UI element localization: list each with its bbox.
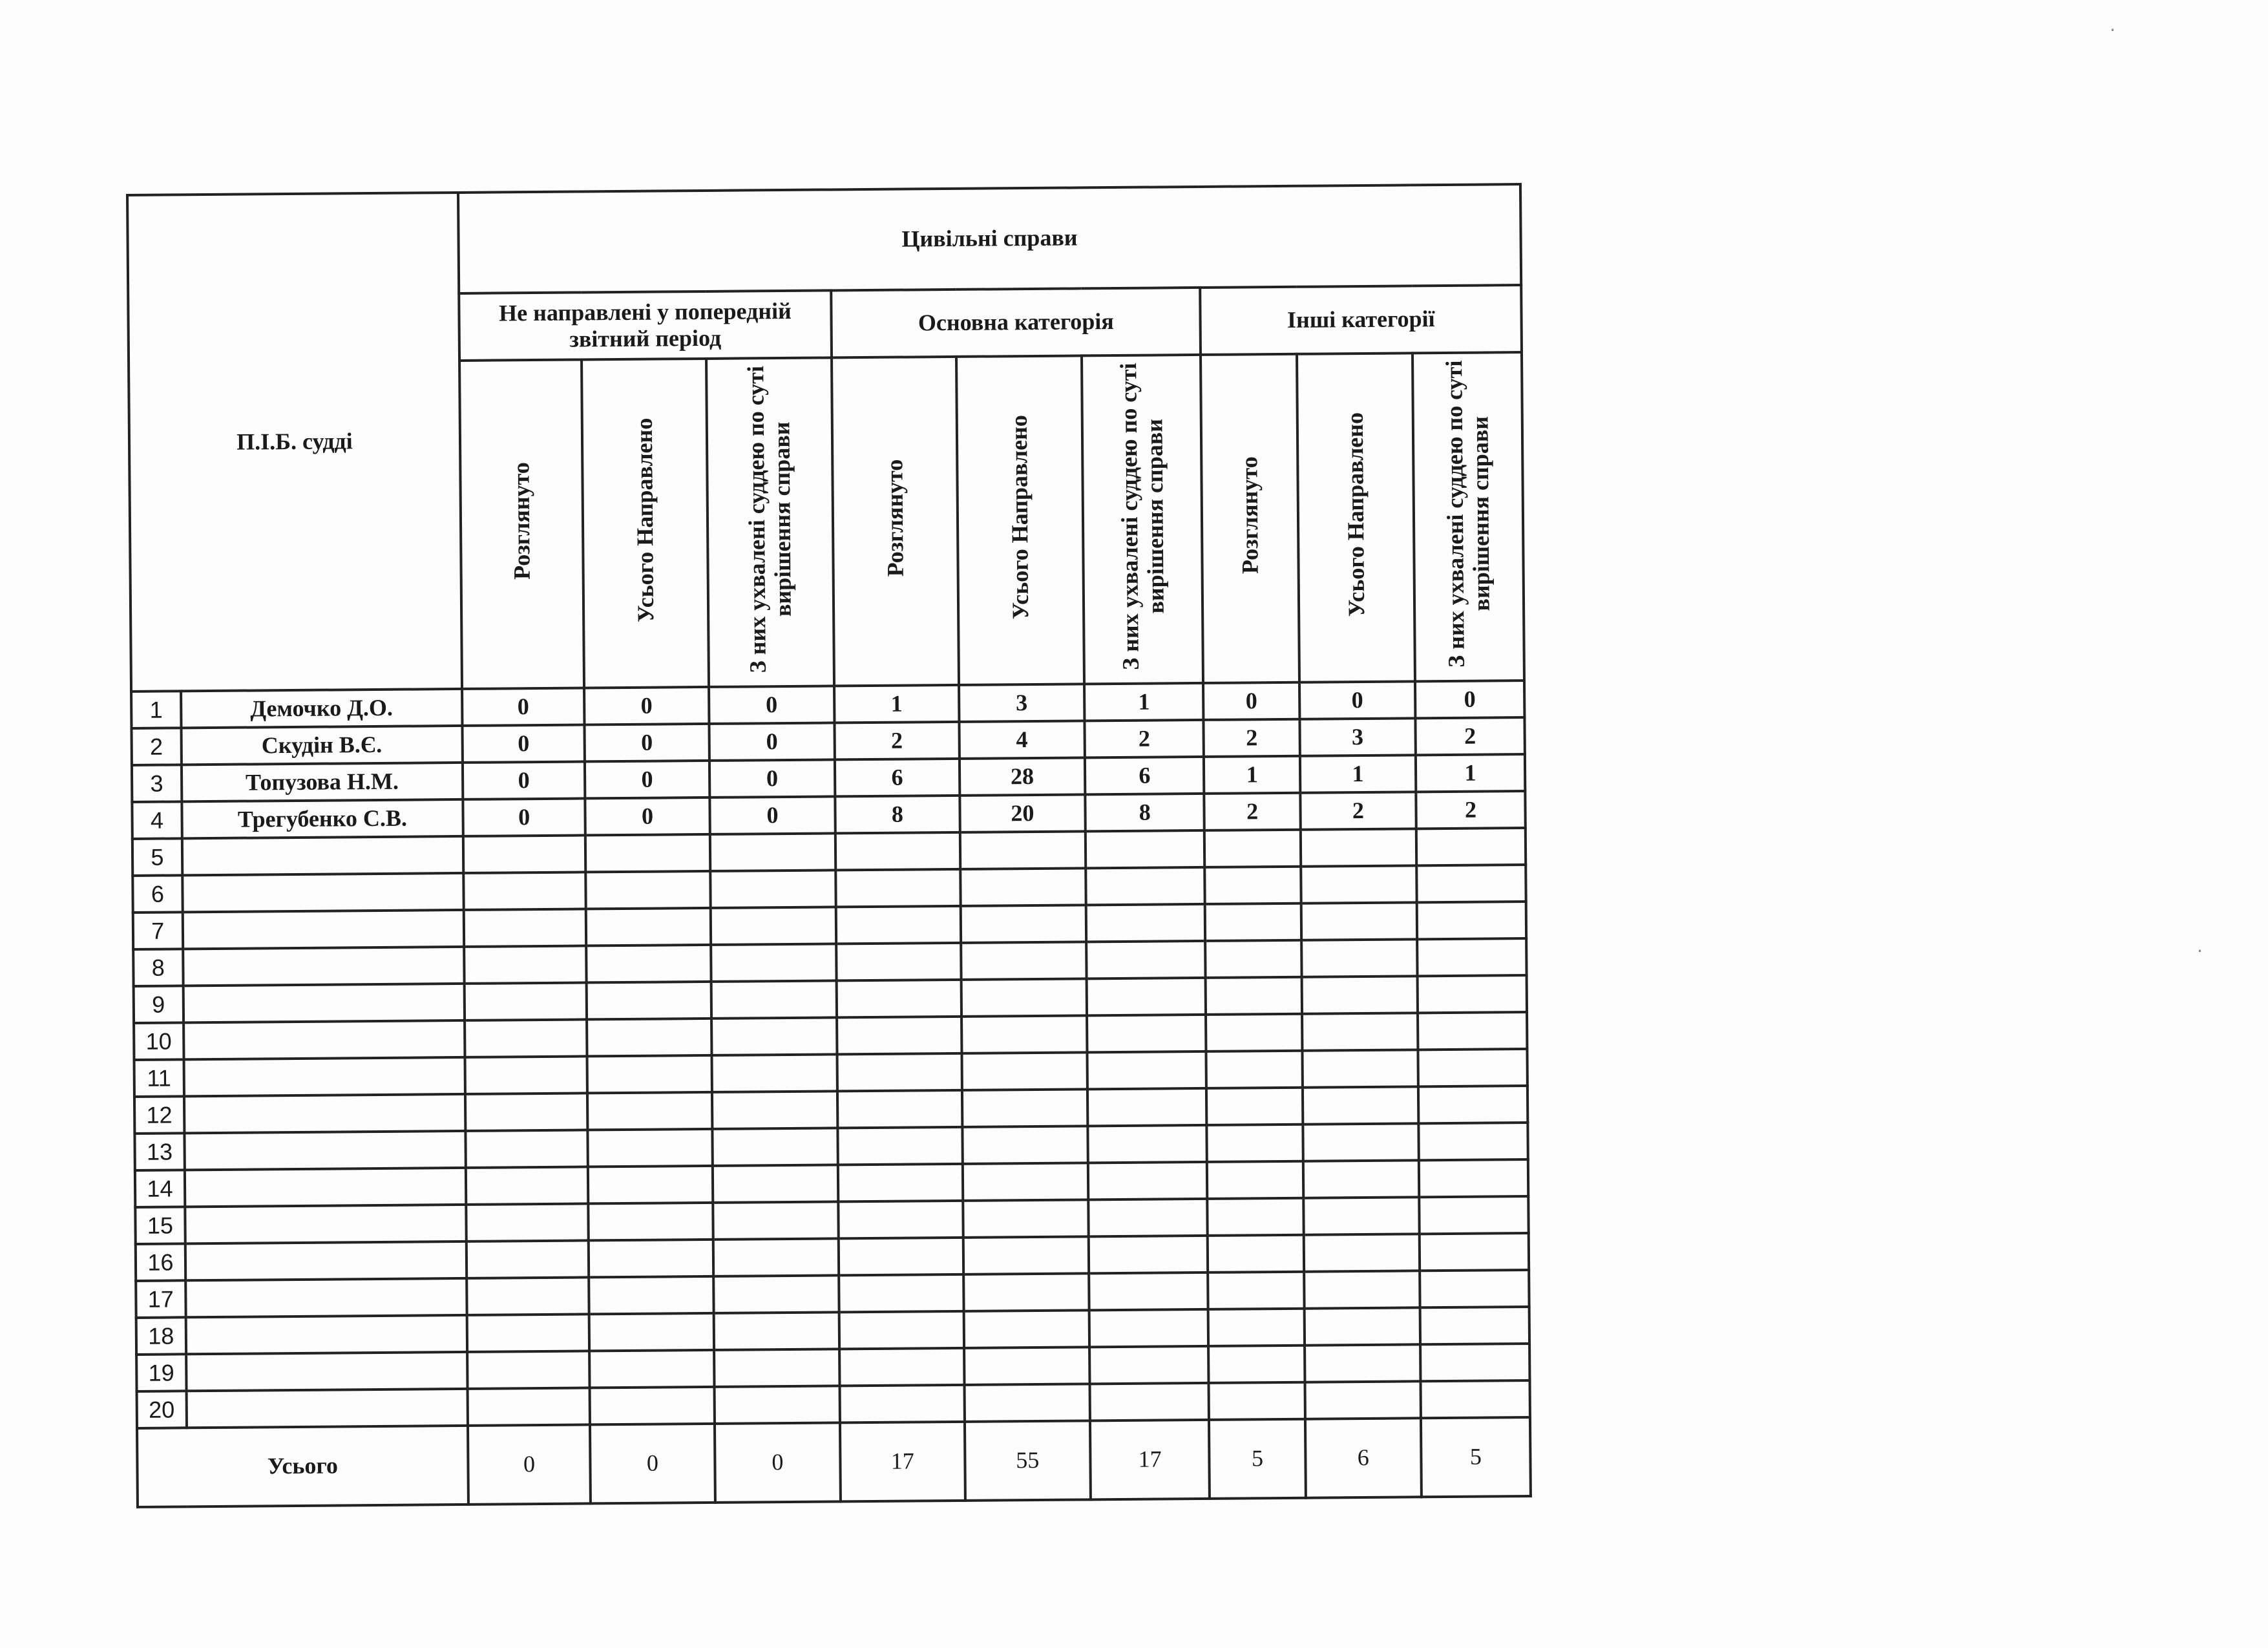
value-cell [586, 908, 711, 946]
value-cell [714, 1386, 840, 1424]
subheader-cell [1412, 352, 1524, 681]
judge-name [183, 984, 465, 1022]
value-cell [467, 1351, 590, 1388]
judge-name [182, 873, 464, 912]
value-cell [709, 833, 835, 871]
value-cell: 8 [835, 796, 960, 834]
row-number: 17 [136, 1280, 185, 1318]
value-cell [1419, 1159, 1528, 1197]
value-cell [711, 980, 837, 1019]
subheader-decided-on-merits: З них ухвалені суддею по суті вирішення справи [1115, 363, 1169, 670]
value-cell [713, 1201, 839, 1240]
value-cell [587, 1055, 712, 1093]
value-cell [1086, 941, 1206, 978]
value-cell [589, 1313, 714, 1351]
value-cell [836, 906, 961, 944]
value-cell [710, 907, 836, 945]
value-cell [463, 872, 586, 909]
row-number: 18 [136, 1317, 186, 1355]
total-value: 0 [468, 1424, 591, 1504]
value-cell: 0 [1299, 681, 1416, 719]
value-cell [961, 1052, 1087, 1090]
total-value: 17 [1090, 1420, 1210, 1499]
value-cell [963, 1199, 1089, 1238]
value-cell [589, 1276, 713, 1315]
scan-speck: · [2197, 940, 2203, 962]
row-number: 9 [134, 986, 184, 1023]
total-value: 55 [965, 1421, 1091, 1501]
value-cell [1303, 1197, 1420, 1234]
row-number: 3 [132, 765, 182, 802]
value-cell [1088, 1199, 1208, 1236]
subheader-cell [1082, 355, 1203, 684]
value-cell [713, 1165, 839, 1203]
judge-name-header: П.І.Б. судді [127, 193, 462, 692]
value-cell [837, 980, 961, 1018]
subheader-considered: Розглянуто [508, 462, 535, 580]
value-cell [1420, 1233, 1529, 1271]
value-cell: 0 [709, 796, 835, 834]
judges-civil-cases-table [126, 183, 1532, 1508]
value-cell [1304, 1271, 1420, 1308]
value-cell [1086, 867, 1205, 905]
subheader-cell [1201, 354, 1299, 683]
value-cell [835, 832, 960, 871]
value-cell [837, 1090, 962, 1128]
subheader-cell [956, 355, 1084, 685]
subheader-decided-on-merits: З них ухвалені суддею по суті вирішення справи [742, 365, 797, 673]
value-cell: 0 [1415, 681, 1524, 718]
value-cell [1087, 978, 1206, 1015]
value-cell [465, 1019, 587, 1057]
value-cell [960, 868, 1086, 906]
value-cell: 0 [1203, 682, 1299, 720]
value-cell [1418, 975, 1527, 1013]
total-value: 0 [590, 1424, 715, 1504]
value-cell [1206, 940, 1302, 978]
subheader-total-directed: Усього Направлено [1005, 415, 1034, 620]
scan-speck: · [2110, 19, 2116, 41]
value-cell [588, 1129, 713, 1167]
judge-name [185, 1168, 467, 1207]
value-cell [1302, 1013, 1418, 1050]
value-cell: 4 [959, 721, 1085, 759]
value-cell [838, 1164, 963, 1202]
value-cell [1301, 829, 1417, 866]
judge-name: Демочко Д.О. [181, 689, 463, 728]
row-number: 13 [134, 1133, 184, 1170]
judge-name [184, 1131, 466, 1170]
value-cell [1420, 1307, 1529, 1344]
judge-name [183, 947, 465, 986]
value-cell: 0 [585, 761, 709, 799]
value-cell [587, 1019, 711, 1057]
value-cell [1087, 1088, 1207, 1126]
value-cell [964, 1347, 1090, 1385]
value-cell [838, 1201, 963, 1239]
value-cell [714, 1349, 840, 1387]
value-cell [1418, 1049, 1527, 1086]
value-cell [1208, 1309, 1305, 1346]
row-number: 1 [131, 691, 181, 728]
value-cell [1209, 1382, 1305, 1420]
row-number: 4 [132, 801, 182, 839]
value-cell [839, 1274, 963, 1313]
value-cell [1420, 1380, 1529, 1418]
value-cell [589, 1240, 713, 1278]
value-cell: 0 [709, 759, 835, 798]
value-cell [1416, 828, 1526, 865]
value-cell [1303, 1123, 1419, 1161]
value-cell [466, 1203, 589, 1241]
group-header-not-directed: Не направлені у попередній звітний період [459, 290, 832, 361]
value-cell [1420, 1344, 1529, 1381]
value-cell [962, 1089, 1088, 1127]
judge-name [184, 1094, 466, 1133]
totals-label: Усього [137, 1426, 468, 1507]
value-cell [713, 1275, 839, 1313]
row-number: 10 [134, 1022, 184, 1060]
row-number: 8 [133, 949, 183, 986]
row-number: 11 [134, 1059, 184, 1097]
subheader-total-directed: Усього Направлено [631, 417, 658, 623]
value-cell [1417, 902, 1526, 939]
value-cell [1206, 1014, 1302, 1051]
value-cell [1089, 1273, 1208, 1310]
value-cell: 0 [463, 761, 585, 799]
value-cell [835, 869, 960, 907]
judge-name [186, 1352, 468, 1391]
value-cell [1208, 1235, 1304, 1273]
value-cell: 1 [834, 685, 959, 723]
row-number: 20 [137, 1391, 187, 1428]
value-cell [836, 943, 961, 981]
subheader-considered: Розглянуто [881, 459, 908, 577]
value-cell [1089, 1346, 1209, 1384]
value-cell [463, 835, 586, 872]
value-cell [1086, 904, 1206, 942]
value-cell [1086, 830, 1205, 868]
value-cell: 2 [1415, 717, 1524, 755]
value-cell [465, 1056, 587, 1093]
value-cell: 20 [960, 794, 1086, 832]
value-cell [1304, 1234, 1420, 1271]
value-cell: 0 [462, 688, 585, 725]
row-number: 2 [131, 728, 181, 765]
judge-name [185, 1205, 467, 1243]
row-number: 6 [132, 875, 182, 913]
judge-name: Топузова Н.М. [182, 763, 463, 801]
value-cell [585, 871, 710, 909]
group-header-main-category: Основна категорія [831, 288, 1201, 357]
group-header-other-categories: Інші категорії [1201, 285, 1522, 355]
subheader-decided-on-merits: З них ухвалені суддею по суті вирішення справи [1440, 360, 1495, 668]
value-cell [589, 1350, 714, 1388]
value-cell: 0 [463, 798, 585, 836]
value-cell [964, 1384, 1090, 1422]
value-cell: 0 [585, 724, 709, 762]
value-cell [837, 1053, 962, 1092]
subheader-cell [706, 357, 834, 687]
value-cell: 0 [462, 724, 585, 762]
row-number: 19 [136, 1354, 186, 1391]
value-cell [713, 1238, 839, 1276]
value-cell [1418, 1086, 1528, 1123]
subheader-cell [1297, 353, 1415, 682]
value-cell [961, 978, 1087, 1017]
subheader-total-directed: Усього Направлено [1341, 412, 1369, 617]
value-cell [963, 1273, 1089, 1311]
value-cell [586, 945, 711, 983]
value-cell [464, 909, 587, 946]
value-cell [712, 1128, 838, 1166]
subheader-considered: Розглянуто [1236, 456, 1263, 575]
judge-name [182, 836, 464, 875]
value-cell [961, 1015, 1087, 1053]
value-cell [963, 1310, 1089, 1348]
value-cell [1089, 1309, 1209, 1347]
value-cell [1417, 938, 1526, 976]
value-cell [588, 1166, 713, 1204]
value-cell [1418, 1012, 1527, 1050]
value-cell [590, 1387, 715, 1425]
value-cell [1303, 1086, 1419, 1124]
value-cell: 2 [835, 722, 960, 760]
total-value: 6 [1305, 1418, 1422, 1497]
value-cell [711, 1054, 837, 1092]
value-cell [963, 1236, 1089, 1274]
table-body [131, 681, 1530, 1428]
value-cell [1205, 903, 1301, 941]
value-cell [464, 945, 587, 983]
value-cell [1206, 1088, 1303, 1125]
value-cell: 2 [1085, 720, 1204, 757]
value-cell [465, 1093, 588, 1130]
value-cell [465, 1130, 588, 1167]
judge-name [182, 910, 464, 949]
value-cell: 1 [1416, 754, 1525, 792]
value-cell: 2 [1204, 793, 1301, 830]
value-cell [1304, 1307, 1420, 1345]
total-value: 5 [1421, 1417, 1531, 1497]
value-cell [1303, 1160, 1420, 1198]
value-cell [1089, 1236, 1208, 1273]
value-cell [1088, 1162, 1208, 1199]
row-number: 16 [136, 1243, 185, 1281]
value-cell [1416, 865, 1526, 902]
value-cell [1305, 1381, 1421, 1419]
value-cell: 3 [1299, 718, 1416, 755]
value-cell [1090, 1383, 1210, 1421]
value-cell: 1 [1300, 755, 1416, 792]
value-cell [1301, 865, 1417, 903]
value-cell: 6 [835, 759, 960, 797]
value-cell [589, 1203, 713, 1241]
value-cell: 1 [1084, 683, 1204, 721]
judge-name [186, 1389, 468, 1428]
value-cell [467, 1277, 589, 1315]
judge-name [185, 1315, 467, 1354]
judge-name: Скудін В.Є. [181, 726, 463, 765]
value-cell [839, 1238, 963, 1276]
value-cell [585, 834, 710, 872]
value-cell [838, 1127, 963, 1165]
value-cell [960, 905, 1086, 943]
value-cell: 0 [709, 686, 835, 724]
judge-name [184, 1057, 465, 1096]
value-cell [464, 982, 587, 1020]
value-cell [466, 1167, 589, 1204]
value-cell [467, 1240, 589, 1278]
value-cell: 6 [1085, 757, 1204, 794]
subheader-cell [582, 359, 708, 688]
value-cell: 0 [585, 798, 710, 836]
civil-cases-header: Цивільні справи [458, 184, 1521, 293]
total-value: 0 [715, 1422, 841, 1503]
report-table-wrapper [126, 183, 1532, 1508]
value-cell [961, 942, 1087, 980]
value-cell [1305, 1344, 1421, 1382]
value-cell [710, 870, 836, 908]
row-number: 15 [135, 1207, 185, 1244]
value-cell [1087, 1015, 1206, 1052]
value-cell [467, 1388, 590, 1425]
value-cell [1207, 1125, 1303, 1162]
value-cell: 1 [1204, 756, 1300, 794]
row-number: 5 [132, 838, 182, 876]
value-cell [962, 1163, 1088, 1201]
value-cell [712, 1091, 838, 1129]
value-cell [1301, 939, 1418, 977]
value-cell: 0 [709, 723, 835, 761]
value-cell [1206, 1051, 1303, 1088]
judge-name [185, 1241, 467, 1280]
value-cell: 8 [1085, 794, 1204, 831]
value-cell [1208, 1346, 1305, 1383]
value-cell [1419, 1196, 1528, 1234]
value-cell [1301, 976, 1418, 1013]
value-cell [837, 1017, 961, 1055]
value-cell [962, 1126, 1088, 1164]
value-cell [1087, 1125, 1207, 1163]
value-cell: 2 [1416, 791, 1525, 829]
value-cell [587, 982, 711, 1020]
value-cell [1208, 1198, 1304, 1236]
value-cell [467, 1314, 589, 1351]
value-cell [1418, 1123, 1528, 1160]
row-number: 12 [134, 1096, 184, 1134]
value-cell [1207, 1161, 1303, 1199]
value-cell [1302, 1050, 1418, 1087]
judge-name [184, 1020, 465, 1059]
value-cell [1208, 1272, 1305, 1309]
value-cell: 3 [959, 684, 1085, 722]
value-cell: 2 [1300, 792, 1416, 829]
value-cell [1301, 902, 1418, 940]
value-cell [1204, 830, 1301, 867]
row-number: 7 [133, 912, 183, 949]
value-cell [1087, 1051, 1207, 1089]
value-cell [839, 1348, 964, 1386]
row-number: 14 [135, 1170, 185, 1207]
subheader-cell [832, 357, 958, 686]
value-cell [587, 1092, 712, 1130]
value-cell [713, 1312, 839, 1350]
value-cell [1420, 1270, 1529, 1307]
judge-name [185, 1278, 467, 1317]
subheader-cell [459, 359, 584, 688]
judge-name: Трегубенко С.В. [182, 799, 463, 838]
value-cell [840, 1385, 965, 1423]
value-cell [839, 1311, 964, 1349]
value-cell [711, 1017, 837, 1055]
value-cell: 28 [960, 757, 1086, 796]
value-cell: 0 [584, 687, 709, 725]
value-cell: 2 [1204, 719, 1300, 757]
totals-row [137, 1417, 1531, 1507]
total-value: 5 [1209, 1419, 1305, 1499]
value-cell [711, 944, 837, 982]
total-value: 17 [840, 1422, 965, 1502]
value-cell [960, 831, 1086, 869]
value-cell [1205, 867, 1301, 904]
value-cell [1206, 977, 1302, 1015]
